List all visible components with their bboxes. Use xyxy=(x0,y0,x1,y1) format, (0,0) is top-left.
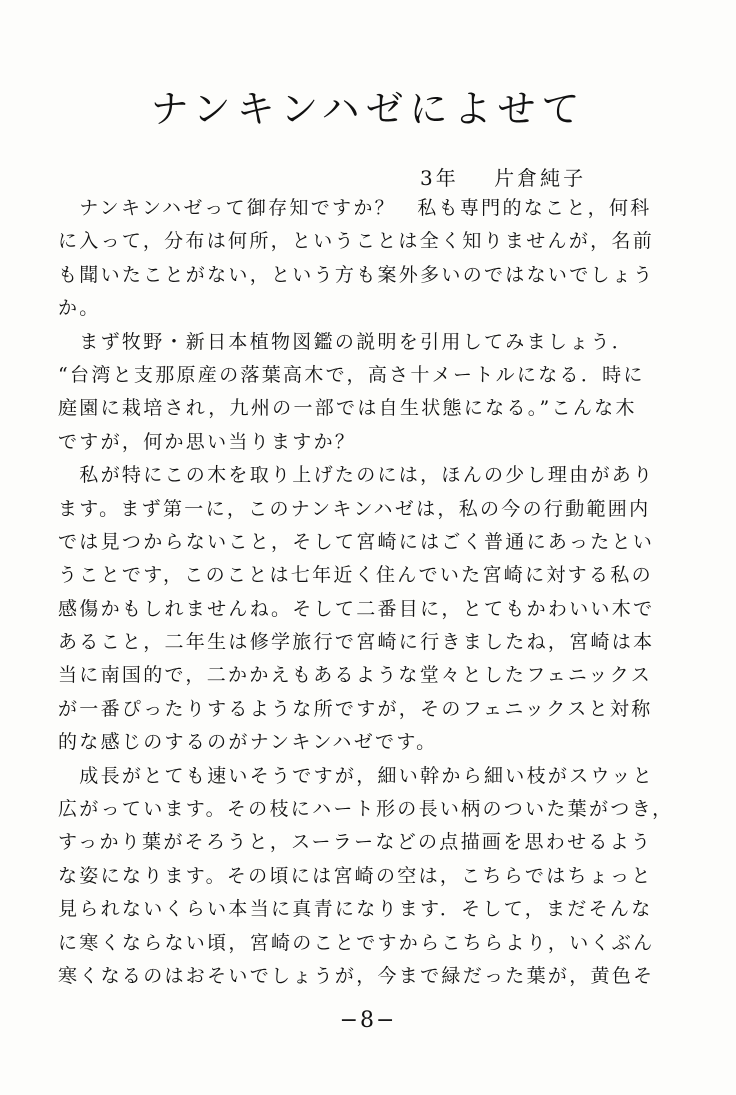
text-line: 成長がとても速いそうですが，細い幹から細い枝がスウッと xyxy=(58,764,655,787)
text-line: 私が特にこの木を取り上げたのには，ほんの少し理由があり xyxy=(58,464,655,487)
text-line: 当に南国的で，二かかえもあるような堂々としたフェニックス xyxy=(58,664,653,687)
text-line: な姿になります。その頃には宮崎の空は，こちらではちょっと xyxy=(58,864,653,887)
text-line: 見られないくらい本当に真青になります．そして，まだそんな xyxy=(58,898,653,921)
text-line: 的な感じのするのがナンキンハゼです。 xyxy=(58,731,438,754)
text-line: ナンキンハゼって御存知ですか？ 私も専門的なこと，何科 xyxy=(58,197,652,219)
text-line: も聞いたことがない，という方も案外多いのではないでしょう xyxy=(58,263,655,286)
text-line: ます。まず第一に，このナンキンハゼは，私の今の行動範囲内 xyxy=(58,497,651,520)
text-line: 庭園に栽培され，九州の一部では自生状態になる。”こんな木 xyxy=(58,397,637,420)
text-line: “台湾と支那原産の落葉高木で，高さ十メートルになる．時に xyxy=(58,363,645,386)
document-title: ナンキンハゼによせて xyxy=(150,87,586,131)
text-line: 広がっています。その枝にハート形の長い柄のついた葉がつき， xyxy=(58,798,674,821)
text-line: が一番ぴったりするような所ですが，そのフェニックスと対称 xyxy=(58,697,653,720)
page-number: −8− xyxy=(339,1008,397,1033)
author-name: 片倉純子 xyxy=(494,166,587,190)
body-text xyxy=(58,192,688,993)
text-line: に入って，分布は何所，ということは全く知りませんが，名前 xyxy=(58,230,655,253)
text-line: 寒くなるのはおそいでしょうが，今まで緑だった葉が，黄色そ xyxy=(58,964,655,987)
text-line: か。 xyxy=(58,297,101,320)
text-line: 感傷かもしれませんね。そして二番目に，とてもかわいい木で xyxy=(58,597,655,620)
text-line: うことです，このことは七年近く住んでいた宮崎に対する私の xyxy=(58,564,653,587)
author-grade: 3年 xyxy=(420,166,459,190)
author-byline xyxy=(420,162,586,191)
text-line: すっかり葉がそろうと，スーラーなどの点描画を思わせるよう xyxy=(58,831,653,854)
text-line: に寒くならない頃，宮崎のことですからこちらより，いくぶん xyxy=(58,931,655,954)
text-line: ですが，何か思い当りますか？ xyxy=(58,430,357,453)
text-line: まず牧野・新日本植物図鑑の説明を引用してみましょう． xyxy=(58,330,634,353)
text-line: あること，二年生は修学旅行で宮崎に行きましたね，宮崎は本 xyxy=(58,631,655,654)
text-line: では見つからないこと，そして宮崎にはごく普通にあったとい xyxy=(58,530,655,553)
